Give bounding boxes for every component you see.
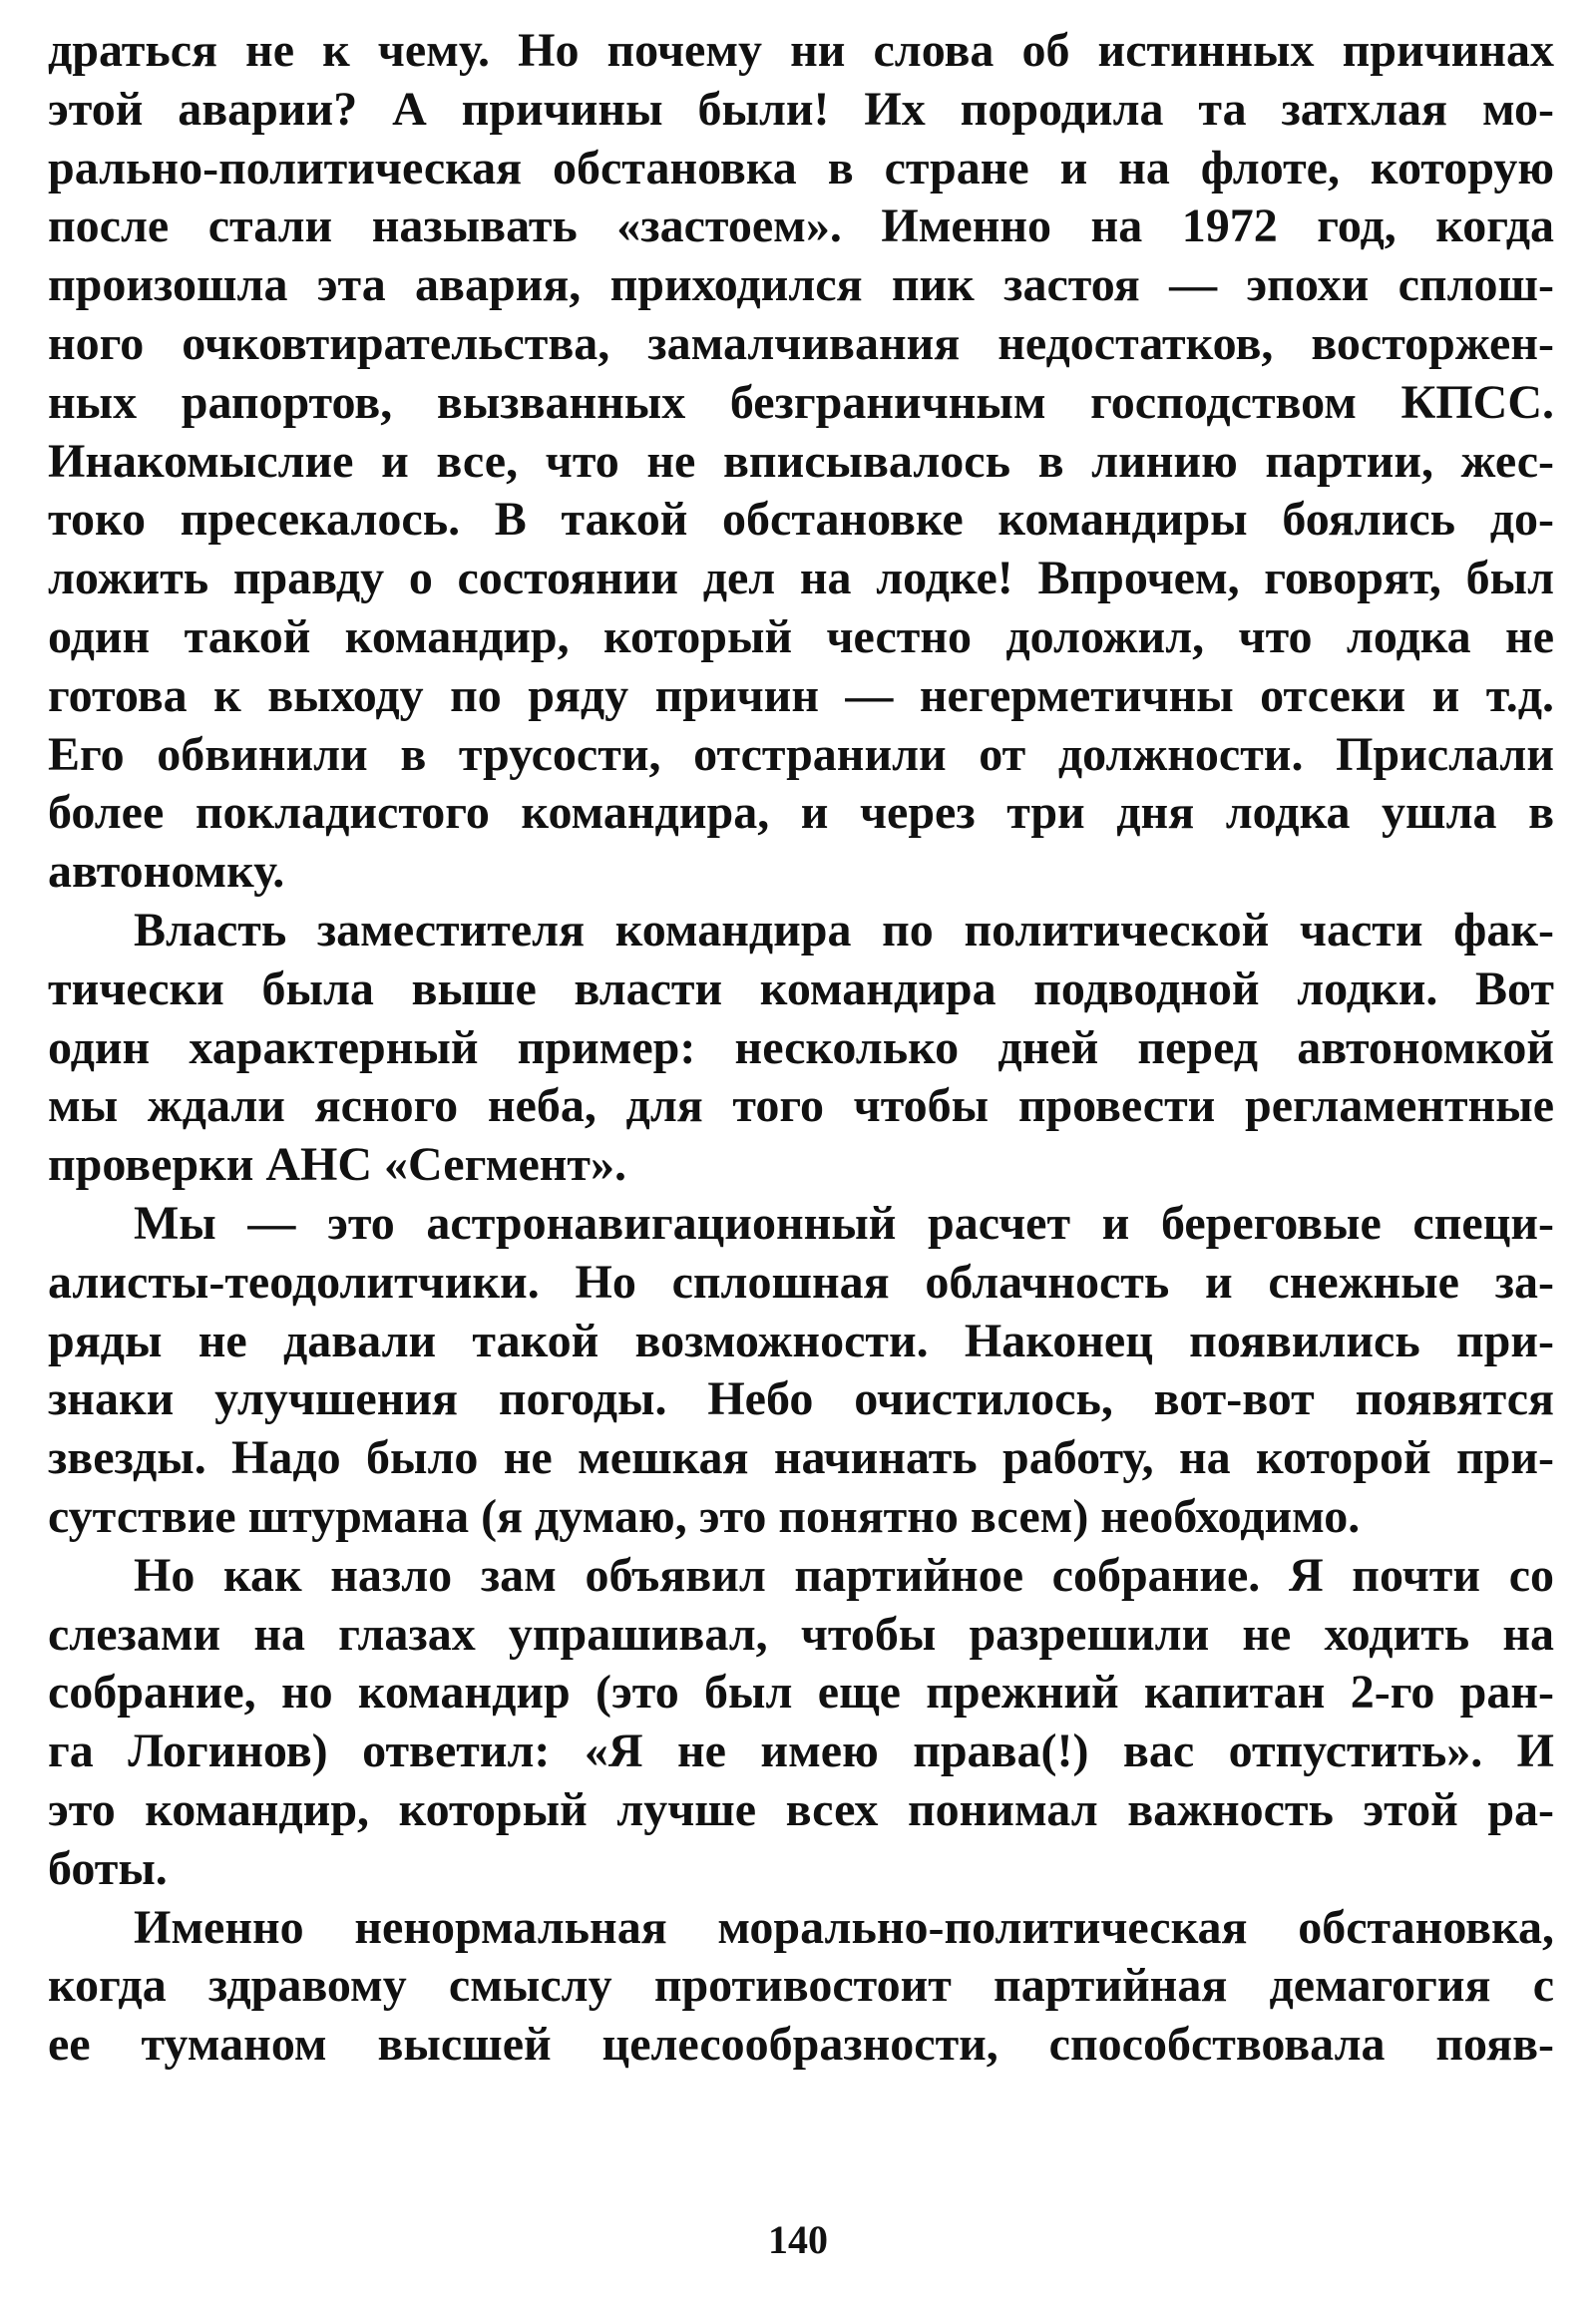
text-line: собрание, но командир (это был еще прежний капитан 2-го ран-: [48, 1666, 1554, 1720]
text-line: произошла эта авария, приходился пик застоя — эпохи сплош-: [48, 258, 1554, 312]
text-line: га Логинов) ответил: «Я не имею права(!) вас отпустить». И: [48, 1725, 1554, 1778]
text-line: этой аварии? А причины были! Их породила та затхлая мо-: [48, 82, 1554, 136]
text-line: когда здравому смыслу противостоит партийная демагогия с: [48, 1959, 1554, 2013]
page-number: 140: [768, 2217, 828, 2262]
text-line: мы ждали ясного неба, для того чтобы провести регламентные: [48, 1079, 1554, 1133]
text-line: ее туманом высшей целесообразности, способствовала появ-: [48, 2018, 1554, 2072]
text-line: автономку.: [48, 845, 285, 899]
text-line: звезды. Надо было не мешкая начинать работу, на которой при-: [48, 1431, 1554, 1485]
text-line: ных рапортов, вызванных безграничным господством КПСС.: [48, 375, 1554, 429]
text-line: Его обвинили в трусости, отстранили от должности. Прислали: [48, 727, 1554, 781]
text-line: ложить правду о состоянии дел на лодке! Впрочем, говорят, был: [48, 552, 1554, 605]
text-line: это командир, который лучше всех понимал важность этой ра-: [48, 1782, 1554, 1836]
body-text: [48, 22, 1554, 2075]
text-line: слезами на глазах упрашивал, чтобы разрешили не ходить на: [48, 1607, 1554, 1661]
text-line: Мы — это астронавигационный расчет и береговые специ-: [134, 1196, 1554, 1250]
text-line: готова к выходу по ряду причин — негерметичны отсеки и т.д.: [48, 668, 1554, 722]
text-line: рально-политическая обстановка в стране и на флоте, которую: [48, 141, 1554, 194]
text-line: токо пресекалось. В такой обстановке командиры боялись до-: [48, 493, 1554, 547]
text-line: после стали называть «застоем». Именно на 1972 год, когда: [48, 199, 1554, 253]
text-line: Инакомыслие и все, что не вписывалось в линию партии, жес-: [48, 434, 1554, 488]
text-line: более покладистого командира, и через три дня лодка ушла в: [48, 786, 1554, 840]
text-line: алисты-теодолитчики. Но сплошная облачность и снежные за-: [48, 1255, 1554, 1309]
text-line: ряды не давали такой возможности. Наконец появились при-: [48, 1314, 1554, 1367]
text-line: один характерный пример: несколько дней перед автономкой: [48, 1020, 1554, 1074]
text-line: тически была выше власти командира подводной лодки. Вот: [48, 961, 1554, 1015]
text-line: ного очковтирательства, замалчивания недостатков, восторжен-: [48, 316, 1554, 370]
text-line: Власть заместителя командира по политической части фак-: [134, 903, 1554, 957]
text-line: знаки улучшения погоды. Небо очистилось, вот-вот появятся: [48, 1372, 1554, 1426]
text-line: один такой командир, который честно доложил, что лодка не: [48, 609, 1554, 663]
text-line: боты.: [48, 1841, 168, 1895]
text-line: Именно ненормальная морально-политическая обстановка,: [134, 1900, 1554, 1954]
text-line: проверки АНС «Сегмент».: [48, 1138, 627, 1192]
text-line: сутствие штурмана (я думаю, это понятно всем) необходимо.: [48, 1489, 1361, 1543]
text-line: Но как назло зам объявил партийное собрание. Я почти со: [134, 1548, 1554, 1602]
text-line: драться не к чему. Но почему ни слова об истинных причинах: [48, 24, 1554, 77]
